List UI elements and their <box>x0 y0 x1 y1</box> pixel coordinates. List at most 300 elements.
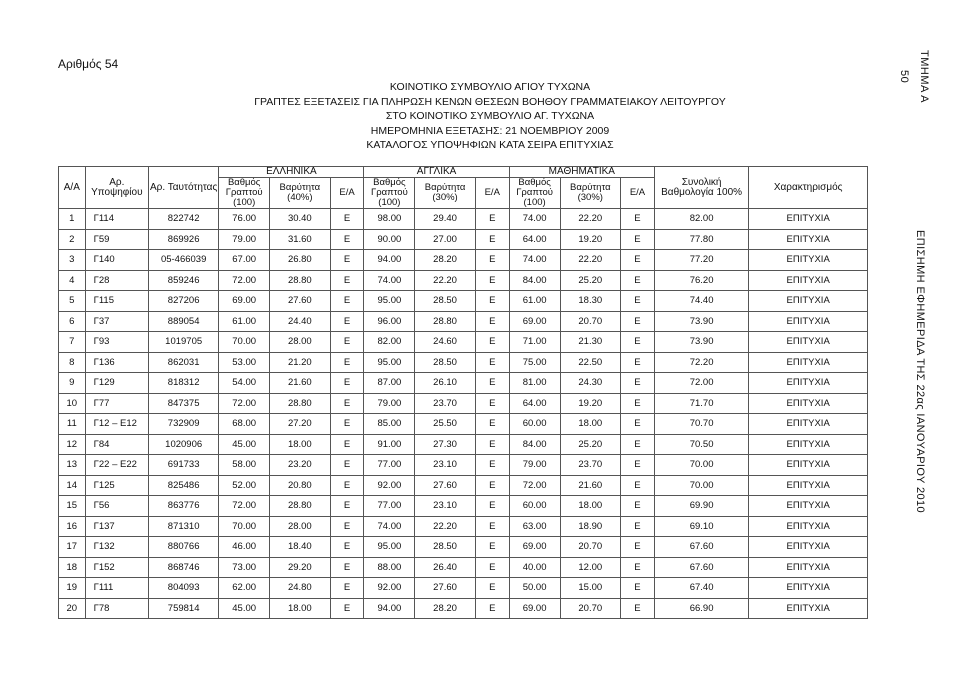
cell-greek-weight: 24.40 <box>270 311 331 332</box>
cell-aa: 7 <box>59 332 86 353</box>
cell-english-grade: 92.00 <box>364 475 415 496</box>
cell-math-ea: Ε <box>621 516 655 537</box>
cell-greek-ea: Ε <box>330 557 364 578</box>
cell-english-grade: 98.00 <box>364 209 415 230</box>
cell-greek-grade: 52.00 <box>219 475 270 496</box>
cell-math-grade: 72.00 <box>509 475 560 496</box>
cell-english-weight: 27.60 <box>415 475 476 496</box>
cell-aa: 9 <box>59 373 86 394</box>
cell-english-ea: Ε <box>475 332 509 353</box>
cell-math-weight: 24.30 <box>560 373 621 394</box>
cell-math-weight: 25.20 <box>560 270 621 291</box>
cell-candidate-no: Γ22 – Ε22 <box>85 455 148 476</box>
cell-english-grade: 95.00 <box>364 291 415 312</box>
cell-greek-ea: Ε <box>330 578 364 599</box>
cell-math-grade: 50.00 <box>509 578 560 599</box>
cell-english-ea: Ε <box>475 414 509 435</box>
cell-math-grade: 75.00 <box>509 352 560 373</box>
cell-math-ea: Ε <box>621 270 655 291</box>
cell-greek-grade: 54.00 <box>219 373 270 394</box>
cell-characterization: ΕΠΙΤΥΧΙΑ <box>749 496 868 517</box>
cell-greek-ea: Ε <box>330 291 364 312</box>
cell-math-ea: Ε <box>621 475 655 496</box>
cell-english-grade: 74.00 <box>364 270 415 291</box>
cell-greek-ea: Ε <box>330 209 364 230</box>
cell-math-weight: 20.70 <box>560 537 621 558</box>
cell-greek-ea: Ε <box>330 496 364 517</box>
cell-english-grade: 94.00 <box>364 598 415 619</box>
cell-math-weight: 22.20 <box>560 209 621 230</box>
col-total: Συνολική Βαθμολογία 100% <box>654 167 748 209</box>
cell-greek-ea: Ε <box>330 373 364 394</box>
cell-greek-weight: 28.00 <box>270 332 331 353</box>
cell-candidate-no: Γ137 <box>85 516 148 537</box>
cell-math-weight: 25.20 <box>560 434 621 455</box>
cell-greek-ea: Ε <box>330 455 364 476</box>
document-header <box>210 80 770 153</box>
cell-greek-ea: Ε <box>330 250 364 271</box>
cell-english-ea: Ε <box>475 209 509 230</box>
cell-characterization: ΕΠΙΤΥΧΙΑ <box>749 414 868 435</box>
cell-greek-grade: 73.00 <box>219 557 270 578</box>
header-exam-title: ΓΡΑΠΤΕΣ ΕΞΕΤΑΣΕΙΣ ΓΙΑ ΠΛΗΡΩΣΗ ΚΕΝΩΝ ΘΕΣΕΩΝ ΒΟΗΘΟΥ ΓΡΑΜΜΑΤΕΙΑΚΟΥ ΛΕΙΤΟΥΡΓΟΥ <box>254 95 726 108</box>
cell-english-ea: Ε <box>475 291 509 312</box>
cell-english-ea: Ε <box>475 393 509 414</box>
header-exam-date: ΗΜΕΡΟΜΗΝΙΑ ΕΞΕΤΑΣΗΣ: 21 ΝΟΕΜΒΡΙΟΥ 2009 <box>370 124 610 137</box>
cell-greek-ea: Ε <box>330 270 364 291</box>
results-table <box>58 166 868 619</box>
cell-math-ea: Ε <box>621 291 655 312</box>
cell-id-no: 05-466039 <box>149 250 219 271</box>
cell-aa: 2 <box>59 229 86 250</box>
cell-math-weight: 12.00 <box>560 557 621 578</box>
cell-id-no: 691733 <box>149 455 219 476</box>
cell-candidate-no: Γ93 <box>85 332 148 353</box>
cell-candidate-no: Γ140 <box>85 250 148 271</box>
cell-id-no: 818312 <box>149 373 219 394</box>
cell-greek-grade: 69.00 <box>219 291 270 312</box>
cell-math-grade: 61.00 <box>509 291 560 312</box>
cell-math-ea: Ε <box>621 311 655 332</box>
cell-greek-ea: Ε <box>330 352 364 373</box>
section-label: ΤΜΗΜΑ Α <box>918 50 930 104</box>
cell-id-no: 880766 <box>149 537 219 558</box>
cell-aa: 17 <box>59 537 86 558</box>
cell-total: 67.60 <box>654 537 748 558</box>
cell-math-ea: Ε <box>621 229 655 250</box>
cell-aa: 3 <box>59 250 86 271</box>
table-row <box>59 270 868 291</box>
cell-total: 77.20 <box>654 250 748 271</box>
cell-math-ea: Ε <box>621 332 655 353</box>
cell-candidate-no: Γ84 <box>85 434 148 455</box>
cell-english-weight: 28.80 <box>415 311 476 332</box>
col-english-ea: Ε/Α <box>475 178 509 209</box>
cell-candidate-no: Γ78 <box>85 598 148 619</box>
cell-id-no: 822742 <box>149 209 219 230</box>
cell-math-grade: 84.00 <box>509 434 560 455</box>
cell-english-weight: 22.20 <box>415 516 476 537</box>
cell-characterization: ΕΠΙΤΥΧΙΑ <box>749 455 868 476</box>
cell-characterization: ΕΠΙΤΥΧΙΑ <box>749 578 868 599</box>
cell-english-grade: 77.00 <box>364 455 415 476</box>
cell-aa: 4 <box>59 270 86 291</box>
cell-math-ea: Ε <box>621 209 655 230</box>
table-row <box>59 352 868 373</box>
cell-candidate-no: Γ132 <box>85 537 148 558</box>
cell-id-no: 868746 <box>149 557 219 578</box>
cell-math-ea: Ε <box>621 578 655 599</box>
cell-english-ea: Ε <box>475 578 509 599</box>
cell-total: 82.00 <box>654 209 748 230</box>
cell-math-grade: 84.00 <box>509 270 560 291</box>
table-row <box>59 557 868 578</box>
cell-math-ea: Ε <box>621 352 655 373</box>
cell-total: 74.40 <box>654 291 748 312</box>
cell-greek-grade: 61.00 <box>219 311 270 332</box>
cell-characterization: ΕΠΙΤΥΧΙΑ <box>749 352 868 373</box>
cell-math-ea: Ε <box>621 496 655 517</box>
cell-aa: 10 <box>59 393 86 414</box>
cell-total: 67.60 <box>654 557 748 578</box>
cell-characterization: ΕΠΙΤΥΧΙΑ <box>749 250 868 271</box>
cell-greek-grade: 76.00 <box>219 209 270 230</box>
cell-math-grade: 64.00 <box>509 393 560 414</box>
cell-total: 73.90 <box>654 311 748 332</box>
table-row <box>59 332 868 353</box>
cell-english-weight: 22.20 <box>415 270 476 291</box>
cell-math-weight: 19.20 <box>560 229 621 250</box>
cell-english-weight: 29.40 <box>415 209 476 230</box>
cell-greek-ea: Ε <box>330 537 364 558</box>
cell-math-ea: Ε <box>621 455 655 476</box>
cell-math-weight: 21.30 <box>560 332 621 353</box>
cell-english-ea: Ε <box>475 373 509 394</box>
cell-math-ea: Ε <box>621 557 655 578</box>
cell-english-grade: 88.00 <box>364 557 415 578</box>
cell-id-no: 1020906 <box>149 434 219 455</box>
cell-greek-ea: Ε <box>330 516 364 537</box>
cell-math-ea: Ε <box>621 393 655 414</box>
col-math-grade: Βαθμός Γραπτού (100) <box>509 178 560 209</box>
cell-english-weight: 27.00 <box>415 229 476 250</box>
cell-total: 69.90 <box>654 496 748 517</box>
header-council: ΚΟΙΝΟΤΙΚΟ ΣΥΜΒΟΥΛΙΟ ΑΓΙΟΥ ΤΥΧΩΝΑ <box>389 81 591 93</box>
cell-math-weight: 20.70 <box>560 598 621 619</box>
cell-characterization: ΕΠΙΤΥΧΙΑ <box>749 475 868 496</box>
cell-total: 73.90 <box>654 332 748 353</box>
cell-aa: 6 <box>59 311 86 332</box>
cell-total: 67.40 <box>654 578 748 599</box>
cell-candidate-no: Γ115 <box>85 291 148 312</box>
col-math-weight: Βαρύτητα (30%) <box>560 178 621 209</box>
cell-characterization: ΕΠΙΤΥΧΙΑ <box>749 332 868 353</box>
cell-math-grade: 63.00 <box>509 516 560 537</box>
col-english-grade: Βαθμός Γραπτού (100) <box>364 178 415 209</box>
cell-english-weight: 28.50 <box>415 537 476 558</box>
table-row <box>59 516 868 537</box>
cell-candidate-no: Γ59 <box>85 229 148 250</box>
cell-greek-weight: 18.40 <box>270 537 331 558</box>
cell-aa: 1 <box>59 209 86 230</box>
cell-greek-grade: 72.00 <box>219 393 270 414</box>
cell-aa: 12 <box>59 434 86 455</box>
cell-characterization: ΕΠΙΤΥΧΙΑ <box>749 373 868 394</box>
cell-candidate-no: Γ111 <box>85 578 148 599</box>
col-candidate-no: Αρ. Υποψηφίου <box>85 167 148 209</box>
cell-greek-weight: 20.80 <box>270 475 331 496</box>
cell-math-ea: Ε <box>621 250 655 271</box>
cell-math-weight: 21.60 <box>560 475 621 496</box>
cell-greek-weight: 21.60 <box>270 373 331 394</box>
cell-english-grade: 90.00 <box>364 229 415 250</box>
cell-math-ea: Ε <box>621 598 655 619</box>
cell-total: 70.00 <box>654 475 748 496</box>
cell-total: 70.00 <box>654 455 748 476</box>
cell-english-ea: Ε <box>475 311 509 332</box>
cell-english-grade: 92.00 <box>364 578 415 599</box>
cell-english-grade: 95.00 <box>364 352 415 373</box>
cell-math-grade: 71.00 <box>509 332 560 353</box>
table-row <box>59 291 868 312</box>
cell-characterization: ΕΠΙΤΥΧΙΑ <box>749 434 868 455</box>
cell-math-weight: 19.20 <box>560 393 621 414</box>
cell-math-weight: 22.20 <box>560 250 621 271</box>
cell-aa: 16 <box>59 516 86 537</box>
cell-aa: 5 <box>59 291 86 312</box>
table-row <box>59 250 868 271</box>
cell-id-no: 827206 <box>149 291 219 312</box>
cell-id-no: 869926 <box>149 229 219 250</box>
cell-greek-weight: 28.80 <box>270 496 331 517</box>
page-number: Αριθμός 54 <box>58 57 119 71</box>
cell-total: 69.10 <box>654 516 748 537</box>
cell-candidate-no: Γ77 <box>85 393 148 414</box>
side-page-number: 50 <box>898 70 910 84</box>
cell-english-ea: Ε <box>475 352 509 373</box>
cell-aa: 19 <box>59 578 86 599</box>
cell-greek-grade: 46.00 <box>219 537 270 558</box>
cell-greek-grade: 72.00 <box>219 270 270 291</box>
cell-characterization: ΕΠΙΤΥΧΙΑ <box>749 311 868 332</box>
cell-english-weight: 24.60 <box>415 332 476 353</box>
cell-greek-weight: 28.80 <box>270 393 331 414</box>
cell-candidate-no: Γ37 <box>85 311 148 332</box>
cell-english-ea: Ε <box>475 537 509 558</box>
table-row <box>59 578 868 599</box>
cell-greek-weight: 28.00 <box>270 516 331 537</box>
cell-math-grade: 74.00 <box>509 209 560 230</box>
cell-greek-grade: 45.00 <box>219 598 270 619</box>
cell-english-weight: 28.20 <box>415 598 476 619</box>
cell-math-weight: 18.00 <box>560 496 621 517</box>
col-characterization: Χαρακτηρισμός <box>749 167 868 209</box>
cell-greek-ea: Ε <box>330 434 364 455</box>
table-row <box>59 496 868 517</box>
cell-math-grade: 60.00 <box>509 496 560 517</box>
cell-greek-weight: 23.20 <box>270 455 331 476</box>
cell-math-grade: 74.00 <box>509 250 560 271</box>
subject-greek: ΕΛΛΗΝΙΚΑ <box>219 167 364 178</box>
cell-total: 72.20 <box>654 352 748 373</box>
cell-characterization: ΕΠΙΤΥΧΙΑ <box>749 209 868 230</box>
cell-english-grade: 94.00 <box>364 250 415 271</box>
cell-english-ea: Ε <box>475 516 509 537</box>
subject-english: ΑΓΓΛΙΚΑ <box>364 167 509 178</box>
cell-characterization: ΕΠΙΤΥΧΙΑ <box>749 270 868 291</box>
table-row <box>59 475 868 496</box>
cell-english-grade: 74.00 <box>364 516 415 537</box>
cell-english-ea: Ε <box>475 598 509 619</box>
cell-greek-weight: 30.40 <box>270 209 331 230</box>
cell-greek-weight: 18.00 <box>270 598 331 619</box>
cell-english-grade: 87.00 <box>364 373 415 394</box>
cell-english-weight: 23.10 <box>415 496 476 517</box>
header-council-location: ΣΤΟ ΚΟΙΝΟΤΙΚΟ ΣΥΜΒΟΥΛΙΟ ΑΓ. ΤΥΧΩΝΑ <box>385 110 595 123</box>
table-row <box>59 209 868 230</box>
cell-characterization: ΕΠΙΤΥΧΙΑ <box>749 291 868 312</box>
cell-greek-weight: 28.80 <box>270 270 331 291</box>
table-row <box>59 598 868 619</box>
cell-candidate-no: Γ28 <box>85 270 148 291</box>
cell-aa: 13 <box>59 455 86 476</box>
subject-math: ΜΑΘΗΜΑΤΙΚΑ <box>509 167 654 178</box>
cell-id-no: 847375 <box>149 393 219 414</box>
gazette-title-vertical <box>912 230 932 514</box>
cell-aa: 11 <box>59 414 86 435</box>
cell-characterization: ΕΠΙΤΥΧΙΑ <box>749 598 868 619</box>
cell-characterization: ΕΠΙΤΥΧΙΑ <box>749 229 868 250</box>
cell-greek-ea: Ε <box>330 229 364 250</box>
table-row <box>59 414 868 435</box>
col-aa: Α/Α <box>59 167 86 209</box>
cell-greek-weight: 27.20 <box>270 414 331 435</box>
cell-greek-weight: 21.20 <box>270 352 331 373</box>
cell-math-grade: 69.00 <box>509 598 560 619</box>
cell-math-grade: 60.00 <box>509 414 560 435</box>
cell-total: 72.00 <box>654 373 748 394</box>
cell-english-weight: 25.50 <box>415 414 476 435</box>
cell-english-weight: 27.60 <box>415 578 476 599</box>
col-greek-weight: Βαρύτητα (40%) <box>270 178 331 209</box>
cell-english-ea: Ε <box>475 557 509 578</box>
cell-math-ea: Ε <box>621 373 655 394</box>
cell-greek-ea: Ε <box>330 311 364 332</box>
col-greek-grade: Βαθμός Γραπτού (100) <box>219 178 270 209</box>
cell-total: 70.70 <box>654 414 748 435</box>
cell-greek-weight: 26.80 <box>270 250 331 271</box>
cell-id-no: 732909 <box>149 414 219 435</box>
cell-greek-grade: 45.00 <box>219 434 270 455</box>
cell-greek-grade: 53.00 <box>219 352 270 373</box>
cell-id-no: 863776 <box>149 496 219 517</box>
cell-total: 66.90 <box>654 598 748 619</box>
cell-english-weight: 23.70 <box>415 393 476 414</box>
cell-english-weight: 28.50 <box>415 352 476 373</box>
cell-id-no: 859246 <box>149 270 219 291</box>
cell-greek-ea: Ε <box>330 414 364 435</box>
cell-greek-grade: 70.00 <box>219 332 270 353</box>
cell-aa: 20 <box>59 598 86 619</box>
table-row <box>59 434 868 455</box>
cell-greek-weight: 29.20 <box>270 557 331 578</box>
cell-characterization: ΕΠΙΤΥΧΙΑ <box>749 393 868 414</box>
cell-english-weight: 23.10 <box>415 455 476 476</box>
cell-english-grade: 85.00 <box>364 414 415 435</box>
cell-candidate-no: Γ12 – Ε12 <box>85 414 148 435</box>
cell-english-grade: 82.00 <box>364 332 415 353</box>
cell-math-ea: Ε <box>621 434 655 455</box>
cell-english-grade: 91.00 <box>364 434 415 455</box>
cell-math-weight: 18.30 <box>560 291 621 312</box>
cell-english-weight: 26.10 <box>415 373 476 394</box>
cell-english-weight: 28.20 <box>415 250 476 271</box>
cell-math-grade: 64.00 <box>509 229 560 250</box>
gazette-title: ΕΠΙΣΗΜΗ ΕΦΗΜΕΡΙΔΑ ΤΗΣ 22ας ΙΑΝΟΥΑΡΙΟΥ 2010 <box>914 230 926 514</box>
cell-greek-grade: 58.00 <box>219 455 270 476</box>
cell-greek-weight: 18.00 <box>270 434 331 455</box>
cell-math-ea: Ε <box>621 537 655 558</box>
table-row <box>59 373 868 394</box>
cell-english-weight: 26.40 <box>415 557 476 578</box>
cell-total: 71.70 <box>654 393 748 414</box>
cell-math-weight: 15.00 <box>560 578 621 599</box>
col-greek-ea: Ε/Α <box>330 178 364 209</box>
cell-english-grade: 96.00 <box>364 311 415 332</box>
cell-english-ea: Ε <box>475 455 509 476</box>
cell-id-no: 862031 <box>149 352 219 373</box>
col-english-weight: Βαρύτητα (30%) <box>415 178 476 209</box>
cell-id-no: 871310 <box>149 516 219 537</box>
cell-greek-weight: 24.80 <box>270 578 331 599</box>
cell-aa: 15 <box>59 496 86 517</box>
cell-math-weight: 23.70 <box>560 455 621 476</box>
cell-candidate-no: Γ152 <box>85 557 148 578</box>
cell-math-weight: 18.00 <box>560 414 621 435</box>
cell-greek-ea: Ε <box>330 598 364 619</box>
cell-greek-grade: 70.00 <box>219 516 270 537</box>
cell-math-weight: 22.50 <box>560 352 621 373</box>
cell-id-no: 1019705 <box>149 332 219 353</box>
cell-english-ea: Ε <box>475 434 509 455</box>
cell-greek-grade: 62.00 <box>219 578 270 599</box>
header-list-title: ΚΑΤΑΛΟΓΟΣ ΥΠΟΨΗΦΙΩΝ ΚΑΤΑ ΣΕΙΡΑ ΕΠΙΤΥΧΙΑΣ <box>366 139 614 152</box>
table-row <box>59 311 868 332</box>
cell-aa: 14 <box>59 475 86 496</box>
col-math-ea: Ε/Α <box>621 178 655 209</box>
cell-english-grade: 77.00 <box>364 496 415 517</box>
cell-greek-weight: 27.60 <box>270 291 331 312</box>
cell-greek-grade: 68.00 <box>219 414 270 435</box>
cell-candidate-no: Γ56 <box>85 496 148 517</box>
cell-candidate-no: Γ114 <box>85 209 148 230</box>
cell-characterization: ΕΠΙΤΥΧΙΑ <box>749 557 868 578</box>
cell-candidate-no: Γ125 <box>85 475 148 496</box>
cell-english-ea: Ε <box>475 229 509 250</box>
col-id-no: Αρ. Ταυτότητας <box>149 167 219 209</box>
results-body <box>59 209 868 619</box>
cell-total: 77.80 <box>654 229 748 250</box>
cell-math-weight: 18.90 <box>560 516 621 537</box>
cell-greek-grade: 79.00 <box>219 229 270 250</box>
cell-english-grade: 79.00 <box>364 393 415 414</box>
table-row <box>59 393 868 414</box>
cell-math-weight: 20.70 <box>560 311 621 332</box>
cell-math-ea: Ε <box>621 414 655 435</box>
cell-english-weight: 28.50 <box>415 291 476 312</box>
cell-math-grade: 40.00 <box>509 557 560 578</box>
cell-greek-grade: 72.00 <box>219 496 270 517</box>
